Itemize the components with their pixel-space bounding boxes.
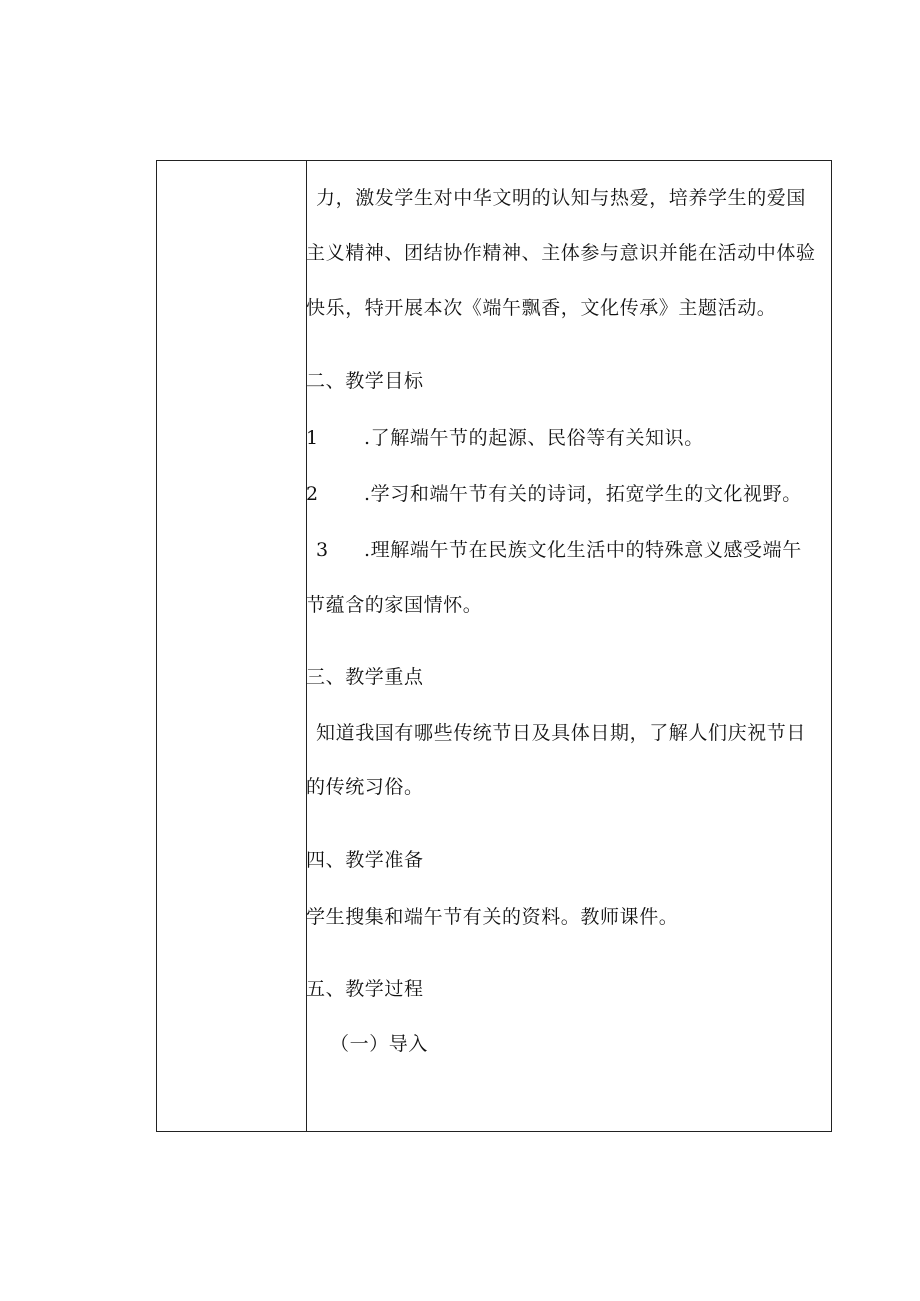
- intro-line-1: 力，激发学生对中华文明的认知与热爱，培养学生的爱国: [316, 187, 807, 209]
- intro-line-2: 主义精神、团结协作精神、主体参与意识并能在活动中体验: [306, 242, 816, 264]
- section-heading-objectives: 二、教学目标: [306, 370, 424, 392]
- preparation-line-1: 学生搜集和端午节有关的资料。教师课件。: [306, 906, 679, 928]
- objective-text: .了解端午节的起源、民俗等有关知识。: [364, 427, 704, 449]
- objective-text: .理解端午节在民族文化生活中的特殊意义感受端午: [364, 539, 802, 561]
- table-left-column: [157, 161, 307, 1131]
- objective-text: .学习和端午节有关的诗词，拓宽学生的文化视野。: [364, 483, 802, 505]
- objective-number: 1: [306, 427, 319, 449]
- objective-item-2: [306, 482, 802, 506]
- key-points-line-1: 知道我国有哪些传统节日及具体日期，了解人们庆祝节日: [316, 722, 807, 744]
- section-heading-process: 五、教学过程: [306, 978, 424, 1000]
- process-subheading-intro: （一）导入: [330, 1033, 429, 1055]
- intro-line-3: 快乐，特开展本次《端午飘香，文化传承》主题活动。: [306, 297, 777, 319]
- section-heading-preparation: 四、教学准备: [306, 849, 424, 871]
- objective-number: 3: [316, 539, 329, 561]
- objective-item-3-continued: 节蕴含的家国情怀。: [306, 594, 483, 616]
- key-points-line-2: 的传统习俗。: [306, 776, 424, 798]
- objective-item-1: [306, 426, 704, 450]
- section-heading-key-points: 三、教学重点: [306, 666, 424, 688]
- objective-item-3: [316, 538, 802, 562]
- objective-number: 2: [306, 483, 319, 505]
